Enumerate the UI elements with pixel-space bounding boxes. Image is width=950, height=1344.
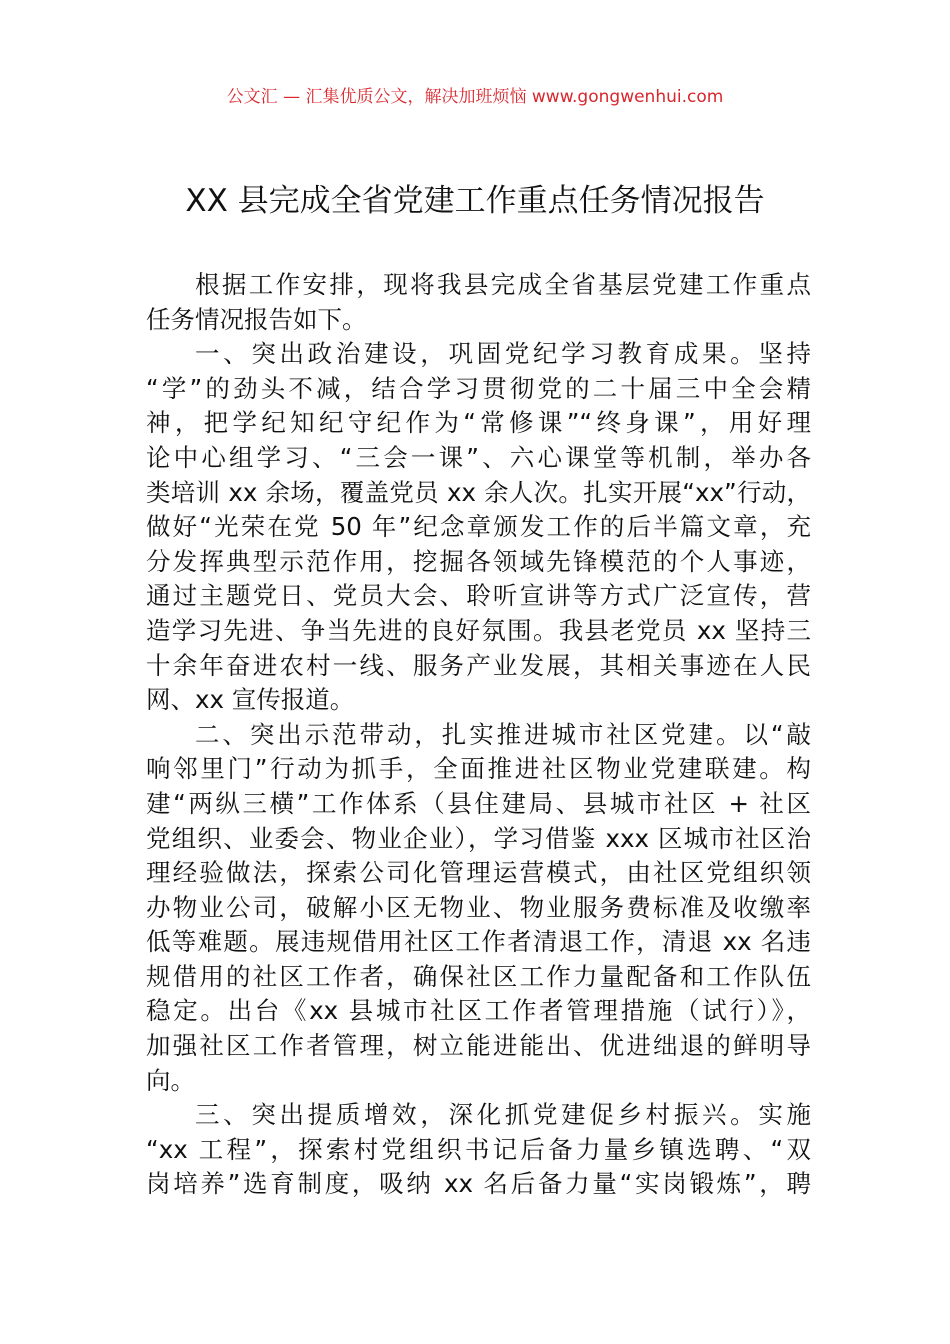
body-line: 建“两纵三横”工作体系（县住建局、县城市社区 + 社区: [146, 788, 811, 818]
body-line: 网、xx 宣传报道。: [146, 685, 355, 715]
document-body: [146, 268, 811, 1202]
body-line: 加强社区工作者管理，树立能进能出、优进绌退的鲜明导: [146, 1031, 811, 1061]
document-title: XX 县完成全省党建工作重点任务情况报告: [185, 183, 765, 219]
body-line: 论中心组学习、“三会一课”、六心课堂等机制，举办各: [146, 442, 811, 472]
body-line: 党组织、业委会、物业企业），学习借鉴 xxx 区城市社区治: [146, 823, 811, 853]
body-line: 一、突出政治建设，巩固党纪学习教育成果。坚持: [195, 339, 811, 369]
body-line: 任务情况报告如下。: [146, 304, 367, 334]
body-line: 低等难题。展违规借用社区工作者清退工作，清退 xx 名违: [146, 927, 811, 957]
body-line: “xx 工程”，探索村党组织书记后备力量乡镇选聘、“双: [146, 1134, 811, 1164]
body-line: 规借用的社区工作者，确保社区工作力量配备和工作队伍: [146, 961, 811, 991]
body-line: 神，把学纪知纪守纪作为“常修课”“终身课”，用好理: [146, 408, 811, 438]
body-line: 类培训 xx 余场，覆盖党员 xx 余人次。扎实开展“xx”行动，: [146, 477, 811, 507]
body-line: 稳定。出台《xx 县城市社区工作者管理措施（试行）》，: [146, 996, 811, 1026]
body-line: 做好“光荣在党 50 年”纪念章颁发工作的后半篇文章，充: [146, 512, 811, 542]
body-line: 通过主题党日、党员大会、聆听宣讲等方式广泛宣传，营: [146, 581, 811, 611]
body-line: 十余年奋进农村一线、服务产业发展，其相关事迹在人民: [146, 650, 811, 680]
body-line: 分发挥典型示范作用，挖掘各领域先锋模范的个人事迹，: [146, 546, 811, 576]
body-line: 三、突出提质增效，深化抓党建促乡村振兴。实施: [195, 1100, 811, 1130]
body-line: 向。: [146, 1065, 195, 1095]
body-line: “学”的劲头不减，结合学习贯彻党的二十届三中全会精: [146, 373, 811, 403]
body-line: 岗培养”选育制度，吸纳 xx 名后备力量“实岗锻炼”，聘: [146, 1169, 811, 1199]
site-banner: [0, 86, 950, 108]
body-line: 响邻里门”行动为抓手，全面推进社区物业党建联建。构: [146, 754, 811, 784]
body-line: 理经验做法，探索公司化管理运营模式，由社区党组织领: [146, 858, 811, 888]
site-banner-text: 公文汇 — 汇集优质公文，解决加班烦恼 www.gongwenhui.com: [226, 87, 724, 107]
body-line: 造学习先进、争当先进的良好氛围。我县老党员 xx 坚持三: [146, 615, 811, 645]
body-line: 办物业公司，破解小区无物业、物业服务费标准及收缴率: [146, 892, 811, 922]
body-line: 二、突出示范带动，扎实推进城市社区党建。以“敲: [195, 719, 811, 749]
body-line: 根据工作安排，现将我县完成全省基层党建工作重点: [195, 270, 811, 299]
